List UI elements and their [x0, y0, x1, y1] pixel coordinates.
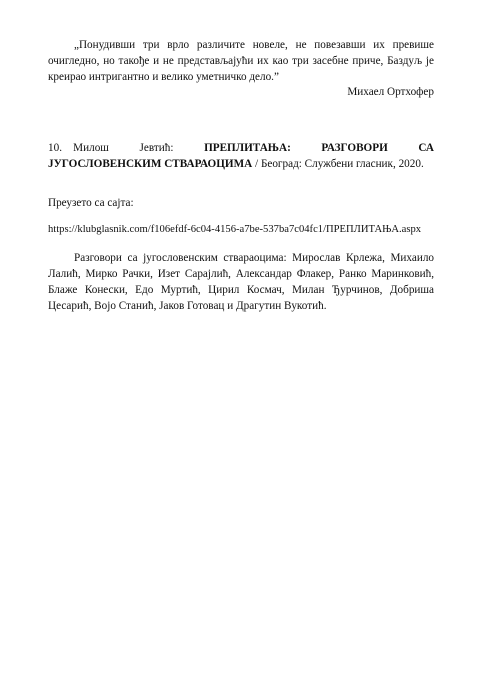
quote-line-1: „Понудивши три врло различите новеле, не повезавши их превише: [74, 39, 434, 51]
description-line-1: Разговори са југословенским ствараоцима: Мирослав Крлежа, Михаило: [74, 252, 434, 264]
description-line-2: Лалић, Мирко Рачки, Изет Сарајлић, Александар Флакер, Ранко Маринковић,: [48, 268, 434, 280]
source-label: Преузето са сајта:: [48, 197, 134, 209]
description-line-4: Цесарић, Војо Станић, Јаков Готовац и Драгутин Вукотић.: [48, 300, 327, 312]
quote-line-2: очигледно, но такође и не представљајући их као три засебне приче, Баздуљ је: [48, 55, 434, 67]
entry-first-line: [48, 140, 434, 156]
source-url-link[interactable]: https://klubglasnik.com/f106efdf-6c04-4156-a7be-537ba7c04fc1/ПРЕПЛИТАЊА.aspx: [48, 224, 422, 235]
entry-number: 10.: [48, 142, 62, 154]
entry-second-line: [48, 156, 434, 172]
description-line-3: Блаже Конески, Едо Муртић, Цирил Космач, Милан Ђурчинов, Добриша: [48, 284, 434, 296]
entry-author: Милош Јевтић:: [73, 142, 174, 154]
entry-publication: / Београд: Службени гласник, 2020.: [255, 158, 424, 170]
quote-author: Михаел Ортхофер: [347, 86, 434, 98]
book-entry: [48, 140, 434, 172]
entry-title-line-1: ПРЕПЛИТАЊА: РАЗГОВОРИ СА: [204, 142, 434, 154]
description-paragraph: [48, 250, 434, 314]
entry-title-line-2: ЈУГОСЛОВЕНСКИМ СТВАРАОЦИМА: [48, 158, 253, 170]
quote-paragraph: [48, 37, 434, 85]
quote-line-3: креирао интригантно и велико уметничко дело.”: [48, 71, 279, 83]
